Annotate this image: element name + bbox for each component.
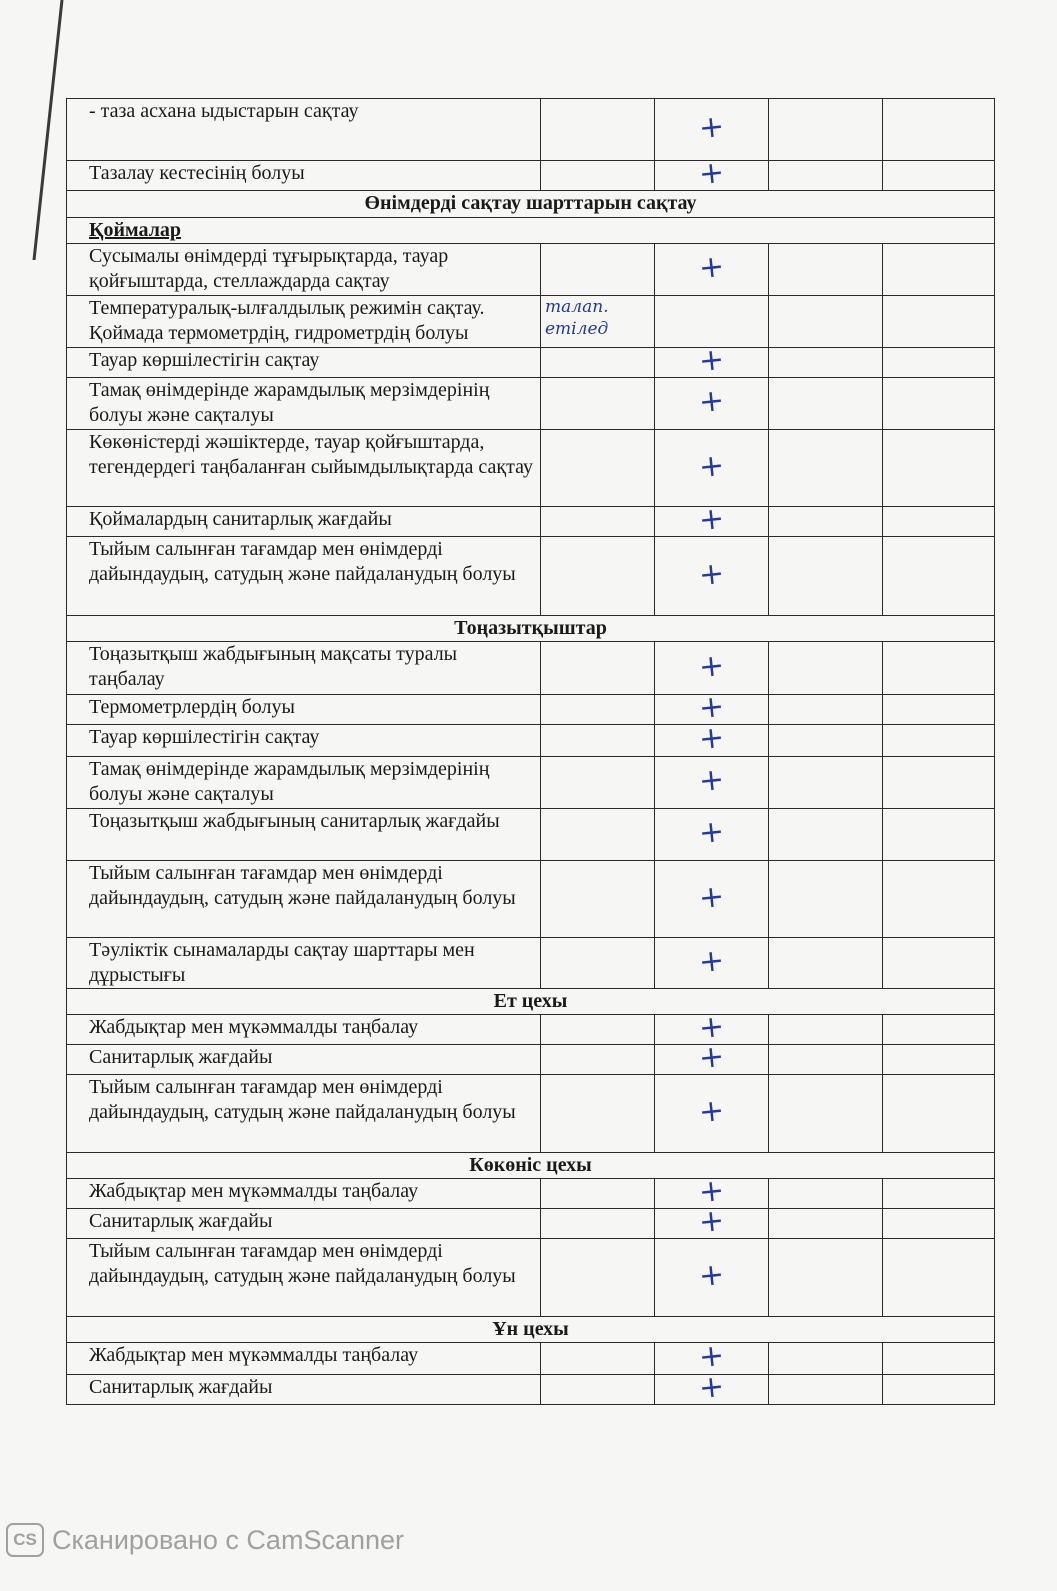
empty-cell bbox=[769, 938, 883, 989]
check-cell bbox=[655, 1368, 769, 1407]
table-row bbox=[67, 861, 995, 938]
check-cell bbox=[655, 341, 769, 380]
empty-cell bbox=[769, 1239, 883, 1317]
criterion-text: Санитарлық жағдайы bbox=[67, 1209, 541, 1239]
empty-cell bbox=[541, 99, 655, 161]
empty-cell bbox=[769, 507, 883, 537]
empty-cell bbox=[769, 1375, 883, 1405]
empty-cell bbox=[541, 244, 655, 296]
empty-cell bbox=[769, 1075, 883, 1153]
handwritten-plus-mark: + bbox=[697, 382, 726, 421]
empty-cell bbox=[883, 809, 995, 861]
empty-cell bbox=[883, 1075, 995, 1153]
empty-cell bbox=[769, 642, 883, 695]
handwritten-plus-mark: + bbox=[697, 1092, 726, 1131]
criterion-text: Санитарлық жағдайы bbox=[67, 1045, 541, 1075]
handwritten-plus-mark: + bbox=[697, 688, 726, 727]
check-cell bbox=[655, 244, 769, 296]
empty-cell bbox=[769, 757, 883, 809]
section-row bbox=[67, 1317, 995, 1343]
empty-cell bbox=[883, 537, 995, 616]
check-cell bbox=[655, 1202, 769, 1241]
handwritten-plus-mark: + bbox=[697, 248, 726, 287]
empty-cell bbox=[541, 642, 655, 695]
empty-cell bbox=[769, 161, 883, 191]
table-row bbox=[67, 1239, 995, 1317]
handwritten-plus-mark: + bbox=[697, 341, 726, 380]
empty-cell bbox=[883, 757, 995, 809]
checklist-table bbox=[66, 98, 995, 1405]
handwritten-plus-mark: + bbox=[697, 500, 726, 539]
table-row bbox=[67, 695, 995, 725]
empty-cell bbox=[883, 1343, 995, 1375]
empty-cell bbox=[541, 1045, 655, 1075]
check-cell bbox=[655, 378, 769, 430]
empty-cell bbox=[541, 1239, 655, 1317]
criterion-text: Тауар көршілестігін сақтау bbox=[67, 348, 541, 378]
handwritten-plus-mark: + bbox=[697, 447, 726, 485]
criterion-text: Тамақ өнімдерінде жарамдылық мерзімдерінің болуы және сақталуы bbox=[67, 757, 541, 809]
empty-cell bbox=[541, 695, 655, 725]
empty-cell bbox=[883, 296, 995, 348]
empty-cell bbox=[769, 296, 883, 348]
empty-cell bbox=[883, 1045, 995, 1075]
empty-cell bbox=[541, 161, 655, 191]
check-cell bbox=[655, 861, 769, 938]
empty-cell bbox=[541, 378, 655, 430]
criterion-text: Жабдықтар мен мүкәммалды таңбалау bbox=[67, 1343, 541, 1375]
table-row bbox=[67, 1343, 995, 1375]
criterion-text: Сусымалы өнімдерді тұғырықтарда, тауар қойғыштарда, стеллаждарда сақтау bbox=[67, 244, 541, 296]
section-heading: Өнімдерді сақтау шарттарын сақтау bbox=[67, 191, 995, 218]
empty-cell bbox=[883, 161, 995, 191]
handwritten-plus-mark: + bbox=[697, 878, 726, 916]
table-row bbox=[67, 1075, 995, 1153]
empty-cell bbox=[883, 642, 995, 695]
table-row bbox=[67, 725, 995, 757]
subsection-row bbox=[67, 218, 995, 244]
table-row bbox=[67, 1179, 995, 1209]
check-cell bbox=[655, 154, 769, 193]
criterion-text: Қоймалардың санитарлық жағдайы bbox=[67, 507, 541, 537]
checklist-body bbox=[67, 99, 995, 1405]
criterion-text: Жабдықтар мен мүкәммалды таңбалау bbox=[67, 1179, 541, 1209]
section-heading: Ет цехы bbox=[67, 989, 995, 1015]
empty-cell bbox=[541, 809, 655, 861]
table-row bbox=[67, 938, 995, 989]
table-row bbox=[67, 99, 995, 161]
watermark-text: Сканировано с CamScanner bbox=[52, 1524, 405, 1555]
empty-cell bbox=[883, 1239, 995, 1317]
section-heading: Тоңазытқыштар bbox=[67, 616, 995, 642]
criterion-text: - таза асхана ыдыстарын сақтау bbox=[67, 99, 541, 161]
empty-cell bbox=[769, 1045, 883, 1075]
check-cell bbox=[655, 757, 769, 809]
empty-cell bbox=[541, 725, 655, 757]
check-cell bbox=[655, 809, 769, 861]
handwritten-plus-mark: + bbox=[697, 719, 726, 758]
table-row bbox=[67, 757, 995, 809]
empty-cell bbox=[883, 861, 995, 938]
empty-cell bbox=[883, 1209, 995, 1239]
table-row bbox=[67, 642, 995, 695]
section-heading: Көкөніс цехы bbox=[67, 1153, 995, 1179]
criterion-text: Тазалау кестесінің болуы bbox=[67, 161, 541, 191]
table-row bbox=[67, 1045, 995, 1075]
empty-cell bbox=[541, 1209, 655, 1239]
handwritten-plus-mark: + bbox=[697, 555, 726, 593]
empty-cell bbox=[883, 378, 995, 430]
criterion-text: Тоңазытқыш жабдығының мақсаты туралы таңбалау bbox=[67, 642, 541, 695]
criterion-text: Тамақ өнімдерінде жарамдылық мерзімдерінің болуы және сақталуы bbox=[67, 378, 541, 430]
section-row bbox=[67, 191, 995, 218]
section-row bbox=[67, 989, 995, 1015]
check-cell bbox=[655, 500, 769, 539]
camscanner-watermark bbox=[6, 1520, 404, 1560]
empty-cell bbox=[883, 348, 995, 378]
check-cell bbox=[655, 719, 769, 758]
check-cell bbox=[655, 1038, 769, 1077]
table-row bbox=[67, 244, 995, 296]
check-cell bbox=[655, 430, 769, 507]
empty-cell bbox=[769, 725, 883, 757]
empty-cell bbox=[769, 695, 883, 725]
empty-cell bbox=[769, 1015, 883, 1045]
criterion-text: Тыйым салынған тағамдар мен өнімдерді дайындаудың, сатудың және пайдаланудың болуы bbox=[67, 1239, 541, 1317]
empty-cell bbox=[541, 861, 655, 938]
empty-cell bbox=[883, 1375, 995, 1405]
empty-cell bbox=[541, 348, 655, 378]
check-cell bbox=[655, 938, 769, 989]
empty-cell bbox=[541, 430, 655, 507]
criterion-text: Санитарлық жағдайы bbox=[67, 1375, 541, 1405]
handwritten-plus-mark: + bbox=[697, 1256, 726, 1295]
criterion-text: Көкөністерді жәшіктерде, тауар қойғыштарда, тегендердегі таңбаланған сыйымдылықтарда сақтау bbox=[67, 430, 541, 507]
empty-cell bbox=[883, 695, 995, 725]
criterion-text: Жабдықтар мен мүкәммалды таңбалау bbox=[67, 1015, 541, 1045]
empty-cell bbox=[541, 537, 655, 616]
empty-cell bbox=[541, 1015, 655, 1045]
table-row bbox=[67, 507, 995, 537]
empty-cell bbox=[769, 861, 883, 938]
empty-cell bbox=[769, 430, 883, 507]
table-row bbox=[67, 161, 995, 191]
check-cell bbox=[655, 99, 769, 161]
empty-cell bbox=[883, 99, 995, 161]
empty-cell bbox=[883, 430, 995, 507]
table-row bbox=[67, 1015, 995, 1045]
empty-cell bbox=[769, 537, 883, 616]
empty-cell bbox=[769, 99, 883, 161]
table-row bbox=[67, 1209, 995, 1239]
empty-cell bbox=[883, 938, 995, 989]
empty-cell bbox=[769, 1179, 883, 1209]
empty-cell bbox=[883, 507, 995, 537]
empty-cell bbox=[541, 1343, 655, 1375]
table-row bbox=[67, 537, 995, 616]
empty-cell bbox=[541, 1179, 655, 1209]
table-row bbox=[67, 809, 995, 861]
handwritten-plus-mark: + bbox=[697, 813, 726, 852]
handwritten-plus-mark: + bbox=[697, 761, 726, 800]
section-row bbox=[67, 1153, 995, 1179]
empty-cell bbox=[883, 725, 995, 757]
handwritten-plus-mark: + bbox=[697, 1008, 726, 1047]
section-row bbox=[67, 616, 995, 642]
empty-cell bbox=[541, 938, 655, 989]
subsection-heading: Қоймалар bbox=[67, 218, 995, 244]
handwritten-plus-mark: + bbox=[697, 942, 726, 980]
empty-cell bbox=[769, 244, 883, 296]
empty-cell bbox=[541, 1075, 655, 1153]
check-cell bbox=[655, 1075, 769, 1153]
section-heading: Ұн цехы bbox=[67, 1317, 995, 1343]
table-row bbox=[67, 378, 995, 430]
check-cell bbox=[655, 537, 769, 616]
handwritten-plus-mark: + bbox=[697, 1368, 726, 1407]
empty-cell bbox=[883, 244, 995, 296]
table-row bbox=[67, 430, 995, 507]
empty-cell bbox=[769, 1209, 883, 1239]
table-row bbox=[67, 1375, 995, 1405]
check-cell bbox=[655, 1239, 769, 1317]
empty-cell bbox=[769, 809, 883, 861]
handwritten-plus-mark: + bbox=[697, 1038, 726, 1077]
handwritten-note: талап. етілед bbox=[541, 296, 655, 348]
handwritten-plus-mark: + bbox=[697, 1337, 726, 1376]
handwritten-plus-mark: + bbox=[697, 1202, 726, 1241]
criterion-text: Температуралық-ылғалдылық режимін сақтау. Қоймада термометрдің, гидрометрдің болуы bbox=[67, 296, 541, 348]
criterion-text: Тауар көршілестігін сақтау bbox=[67, 725, 541, 757]
table-row bbox=[67, 348, 995, 378]
page-edge-shadow bbox=[30, 0, 70, 260]
handwritten-plus-mark: + bbox=[697, 647, 726, 685]
empty-cell bbox=[769, 378, 883, 430]
check-cell bbox=[655, 642, 769, 695]
empty-cell bbox=[769, 348, 883, 378]
empty-cell bbox=[541, 507, 655, 537]
empty-cell bbox=[769, 1343, 883, 1375]
criterion-text: Тыйым салынған тағамдар мен өнімдерді дайындаудың, сатудың және пайдаланудың болуы bbox=[67, 1075, 541, 1153]
criterion-text: Тәуліктік сынамаларды сақтау шарттары мен дұрыстығы bbox=[67, 938, 541, 989]
criterion-text: Тыйым салынған тағамдар мен өнімдерді дайындаудың, сатудың және пайдаланудың болуы bbox=[67, 537, 541, 616]
handwritten-plus-mark: + bbox=[697, 108, 726, 147]
handwritten-plus-mark: + bbox=[697, 154, 726, 193]
empty-cell bbox=[541, 757, 655, 809]
check-cell bbox=[655, 296, 769, 348]
table-row bbox=[67, 296, 995, 348]
empty-cell bbox=[541, 1375, 655, 1405]
empty-cell bbox=[883, 1179, 995, 1209]
empty-cell bbox=[883, 1015, 995, 1045]
criterion-text: Термометрлердің болуы bbox=[67, 695, 541, 725]
criterion-text: Тыйым салынған тағамдар мен өнімдерді дайындаудың, сатудың және пайдаланудың болуы bbox=[67, 861, 541, 938]
camscanner-logo-icon: CS bbox=[6, 1523, 44, 1557]
handwritten-plus-mark: + bbox=[697, 1172, 726, 1211]
criterion-text: Тоңазытқыш жабдығының санитарлық жағдайы bbox=[67, 809, 541, 861]
